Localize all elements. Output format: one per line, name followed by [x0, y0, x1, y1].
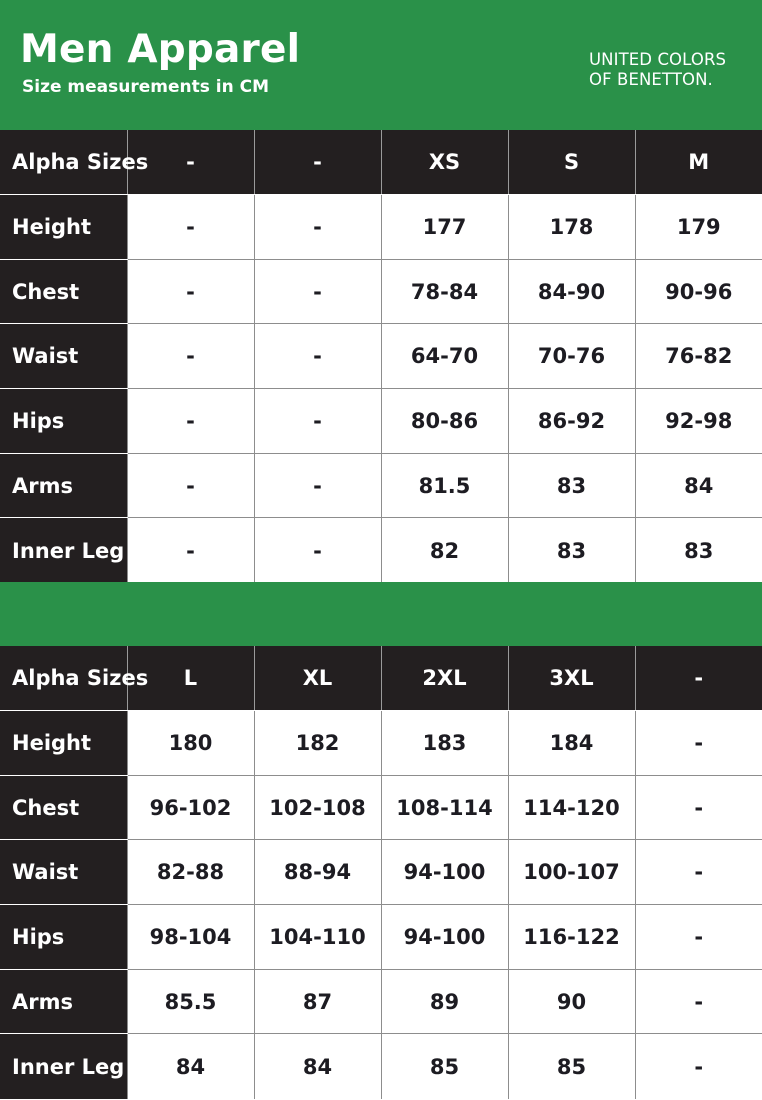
- size-label-cell: -: [127, 130, 254, 195]
- size-label-cell: M: [635, 130, 762, 195]
- size-label-cell: 2XL: [381, 646, 508, 711]
- measurement-cell: 88-94: [254, 840, 381, 905]
- measurement-cell: 179: [635, 195, 762, 260]
- measurement-cell: 84: [635, 453, 762, 518]
- size-label-cell: S: [508, 130, 635, 195]
- measurement-cell: -: [635, 969, 762, 1034]
- measurement-cell: 80-86: [381, 389, 508, 454]
- table-row: [0, 840, 762, 905]
- table-row: [0, 775, 762, 840]
- measurement-cell: 76-82: [635, 324, 762, 389]
- measurement-cell: -: [635, 711, 762, 776]
- row-label: Chest: [0, 775, 127, 840]
- header-banner: [0, 0, 762, 130]
- measurement-cell: 89: [381, 969, 508, 1034]
- size-label-cell: -: [635, 646, 762, 711]
- brand-logo: [589, 50, 726, 90]
- table-row: [0, 1034, 762, 1099]
- measurement-cell: 177: [381, 195, 508, 260]
- table-row: [0, 259, 762, 324]
- measurement-cell: 178: [508, 195, 635, 260]
- size-table-1: [0, 130, 762, 583]
- measurement-cell: 84-90: [508, 259, 635, 324]
- measurement-cell: -: [635, 905, 762, 970]
- row-label: Waist: [0, 324, 127, 389]
- measurement-cell: 98-104: [127, 905, 254, 970]
- size-table-2: [0, 646, 762, 1099]
- measurement-cell: -: [635, 775, 762, 840]
- measurement-cell: -: [635, 1034, 762, 1099]
- page-subtitle: Size measurements in CM: [22, 77, 270, 97]
- section-divider: [0, 582, 762, 646]
- measurement-cell: -: [127, 259, 254, 324]
- measurement-cell: -: [127, 518, 254, 583]
- measurement-cell: 184: [508, 711, 635, 776]
- table-row: [0, 711, 762, 776]
- measurement-cell: -: [127, 389, 254, 454]
- measurement-cell: 94-100: [381, 840, 508, 905]
- table-row: [0, 969, 762, 1034]
- measurement-cell: -: [254, 259, 381, 324]
- row-label: Arms: [0, 969, 127, 1034]
- measurement-cell: 81.5: [381, 453, 508, 518]
- measurement-cell: 82: [381, 518, 508, 583]
- row-label: Hips: [0, 905, 127, 970]
- measurement-cell: 92-98: [635, 389, 762, 454]
- size-label-cell: -: [254, 130, 381, 195]
- brand-line-1: UNITED COLORS: [589, 50, 727, 69]
- measurement-cell: 84: [254, 1034, 381, 1099]
- row-label: Inner Leg: [0, 1034, 127, 1099]
- measurement-cell: -: [254, 453, 381, 518]
- table-row: [0, 389, 762, 454]
- size-header-row: [0, 130, 762, 195]
- row-label: Waist: [0, 840, 127, 905]
- measurement-cell: 96-102: [127, 775, 254, 840]
- measurement-cell: 85.5: [127, 969, 254, 1034]
- measurement-cell: 180: [127, 711, 254, 776]
- measurement-cell: -: [127, 324, 254, 389]
- row-label: Arms: [0, 453, 127, 518]
- row-label: Hips: [0, 389, 127, 454]
- size-header-row: [0, 646, 762, 711]
- measurement-cell: -: [127, 453, 254, 518]
- table-row: [0, 324, 762, 389]
- measurement-cell: 90-96: [635, 259, 762, 324]
- row-label: Height: [0, 711, 127, 776]
- measurement-cell: 83: [635, 518, 762, 583]
- size-label-cell: XS: [381, 130, 508, 195]
- measurement-cell: 116-122: [508, 905, 635, 970]
- measurement-cell: 86-92: [508, 389, 635, 454]
- row-label: Inner Leg: [0, 518, 127, 583]
- measurement-cell: 87: [254, 969, 381, 1034]
- row-label: Chest: [0, 259, 127, 324]
- measurement-cell: 85: [381, 1034, 508, 1099]
- size-label-cell: XL: [254, 646, 381, 711]
- measurement-cell: 183: [381, 711, 508, 776]
- measurement-cell: 82-88: [127, 840, 254, 905]
- table-row: [0, 195, 762, 260]
- measurement-cell: 182: [254, 711, 381, 776]
- measurement-cell: -: [254, 389, 381, 454]
- measurement-cell: 102-108: [254, 775, 381, 840]
- measurement-cell: 85: [508, 1034, 635, 1099]
- measurement-cell: 83: [508, 453, 635, 518]
- measurement-cell: -: [254, 195, 381, 260]
- measurement-cell: 114-120: [508, 775, 635, 840]
- measurement-cell: 78-84: [381, 259, 508, 324]
- row-label: Height: [0, 195, 127, 260]
- measurement-cell: 104-110: [254, 905, 381, 970]
- row-label: Alpha Sizes: [0, 130, 127, 195]
- measurement-cell: 94-100: [381, 905, 508, 970]
- measurement-cell: -: [254, 518, 381, 583]
- table-row: [0, 453, 762, 518]
- measurement-cell: 70-76: [508, 324, 635, 389]
- row-label: Alpha Sizes: [0, 646, 127, 711]
- measurement-cell: 84: [127, 1034, 254, 1099]
- size-label-cell: L: [127, 646, 254, 711]
- measurement-cell: -: [254, 324, 381, 389]
- brand-line-2: OF BENETTON.: [589, 70, 713, 89]
- measurement-cell: 108-114: [381, 775, 508, 840]
- table-row: [0, 905, 762, 970]
- measurement-cell: -: [127, 195, 254, 260]
- measurement-cell: 83: [508, 518, 635, 583]
- measurement-cell: 100-107: [508, 840, 635, 905]
- size-label-cell: 3XL: [508, 646, 635, 711]
- measurement-cell: 64-70: [381, 324, 508, 389]
- measurement-cell: 90: [508, 969, 635, 1034]
- page-title: Men Apparel: [20, 27, 301, 72]
- table-row: [0, 518, 762, 583]
- measurement-cell: -: [635, 840, 762, 905]
